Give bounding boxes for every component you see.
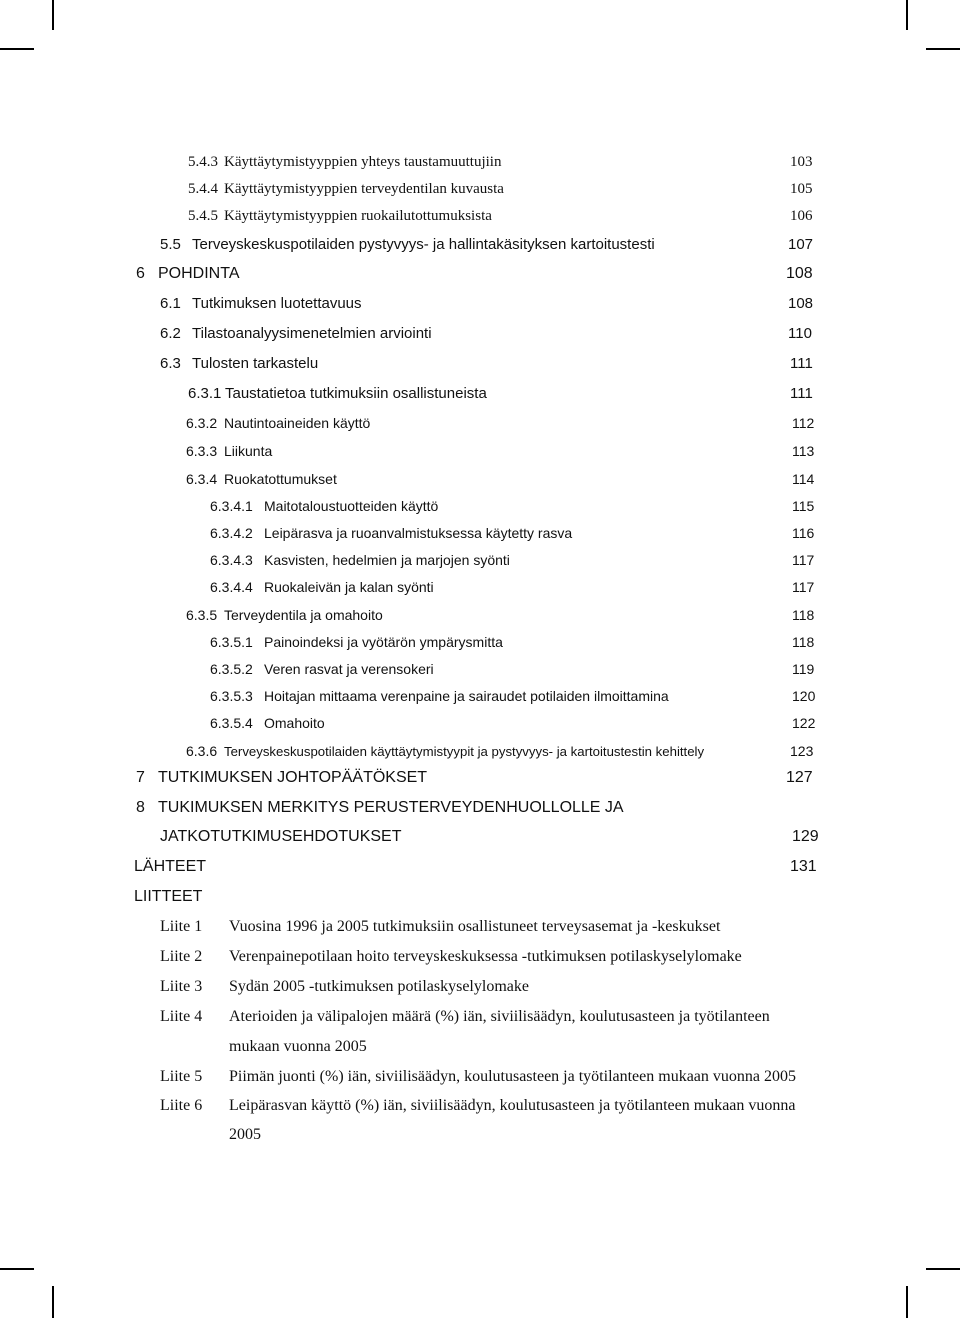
toc-entry-title: LIITTEET bbox=[134, 888, 203, 905]
toc-entry-number: 6.3.5.3 bbox=[210, 688, 253, 704]
toc-entry-page: 108 bbox=[788, 295, 814, 312]
toc-entry-page: 112 bbox=[792, 415, 815, 431]
toc-entry-title: Käyttäytymistyyppien yhteys taustamuuttujiin bbox=[224, 154, 502, 170]
toc-entry-title: Tutkimuksen luotettavuus bbox=[192, 295, 362, 312]
appendix-title: Piimän juonti (%) iän, siviilisäädyn, koulutusasteen ja työtilanteen mukaan vuonna 2005 bbox=[229, 1068, 797, 1085]
toc-entry-page: 122 bbox=[792, 715, 816, 731]
appendix-title: Leipärasvan käyttö (%) iän, siviilisäädyn, koulutusasteen ja työtilanteen mukaan vuonna bbox=[229, 1097, 796, 1114]
appendix-title-continuation: mukaan vuonna 2005 bbox=[229, 1038, 367, 1055]
toc-entry-title: JATKOTUTKIMUSEHDOTUKSET bbox=[160, 828, 402, 845]
toc-entry-title: Nautintoaineiden käyttö bbox=[224, 415, 371, 431]
toc-entry-page: 107 bbox=[788, 236, 814, 253]
toc-entry-title: Terveyskeskuspotilaiden pystyvyys- ja hallintakäsityksen kartoitustesti bbox=[192, 236, 655, 253]
toc-entry-page: 120 bbox=[792, 688, 816, 704]
toc-entry-title: Terveydentila ja omahoito bbox=[224, 607, 383, 623]
toc-entry-number: 6.3.4 bbox=[186, 471, 218, 487]
toc-entry-title: Omahoito bbox=[264, 715, 325, 731]
toc-entry-title: Tulosten tarkastelu bbox=[192, 355, 319, 372]
toc-entry-title: Veren rasvat ja verensokeri bbox=[264, 661, 434, 677]
toc-entry-title: Maitotaloustuotteiden käyttö bbox=[264, 498, 439, 514]
toc-entry-title: Terveyskeskuspotilaiden käyttäytymistyypit ja pystyvyys- ja kartoitustestin kehittely bbox=[224, 744, 705, 759]
appendix-label: Liite 2 bbox=[160, 948, 203, 965]
toc-entry-page: 106 bbox=[790, 208, 813, 224]
toc-entry-page: 117 bbox=[792, 579, 815, 595]
appendix-label: Liite 1 bbox=[160, 918, 203, 935]
toc-entry-title: Ruokaleivän ja kalan syönti bbox=[264, 579, 434, 595]
toc-entry-page: 115 bbox=[792, 498, 815, 514]
toc-entry-number: 6.3.4.2 bbox=[210, 525, 253, 541]
toc-entry-title: Kasvisten, hedelmien ja marjojen syönti bbox=[264, 552, 510, 568]
toc-entry-number: 6.3.2 bbox=[186, 415, 218, 431]
appendix-title: Verenpainepotilaan hoito terveyskeskuksessa -tutkimuksen potilaskyselylomake bbox=[229, 948, 742, 965]
toc-entry-page: 129 bbox=[792, 828, 819, 845]
toc-entry-number: 5.4.3 bbox=[188, 154, 218, 170]
toc-entry-page: 123 bbox=[790, 743, 814, 759]
toc-entry-number: 6.3.4.1 bbox=[210, 498, 253, 514]
toc-entry-page: 117 bbox=[792, 552, 815, 568]
toc-entry-number: 5.4.4 bbox=[188, 181, 218, 197]
toc-entry-number: 5.5 bbox=[160, 236, 181, 253]
toc-entry-number: 6.3.1 bbox=[188, 385, 222, 402]
toc-entry-number: 6.3 bbox=[160, 355, 181, 372]
toc-entry-title: Taustatietoa tutkimuksiin osallistuneista bbox=[225, 385, 487, 402]
toc-entry-title: Ruokatottumukset bbox=[224, 471, 337, 487]
toc-entry-number: 5.4.5 bbox=[188, 208, 218, 224]
toc-entry-number: 6.3.5.1 bbox=[210, 634, 253, 650]
toc-entry-number: 6.1 bbox=[160, 295, 181, 312]
toc-entry-page: 103 bbox=[790, 154, 813, 170]
toc-entry-page: 118 bbox=[792, 607, 815, 623]
toc-entry-page: 119 bbox=[792, 661, 815, 677]
toc-entry-title: Liikunta bbox=[224, 443, 273, 459]
toc-entry-title: Leipärasva ja ruoanvalmistuksessa käytetty rasva bbox=[264, 525, 573, 541]
toc-entry-page: 113 bbox=[792, 443, 815, 459]
toc-entry-number: 6.3.4.3 bbox=[210, 552, 253, 568]
toc-entry-page: 131 bbox=[790, 858, 817, 875]
toc-entry-page: 110 bbox=[788, 325, 812, 342]
toc-entry-page: 114 bbox=[792, 471, 815, 487]
appendix-title: Aterioiden ja välipalojen määrä (%) iän, siviilisäädyn, koulutusasteen ja työtilanteen bbox=[229, 1008, 770, 1025]
appendix-label: Liite 4 bbox=[160, 1008, 203, 1025]
toc-entry-title: TUTKIMUKSEN JOHTOPÄÄTÖKSET bbox=[158, 769, 428, 786]
appendix-label: Liite 3 bbox=[160, 978, 203, 995]
toc-entry-page: 127 bbox=[786, 769, 813, 786]
toc-entry-title: POHDINTA bbox=[158, 265, 240, 282]
toc-entry-number: 6.2 bbox=[160, 325, 181, 342]
toc-entry-title: Käyttäytymistyyppien terveydentilan kuvausta bbox=[224, 181, 504, 197]
appendix-label: Liite 5 bbox=[160, 1068, 203, 1085]
toc-entry-number: 6.3.6 bbox=[186, 743, 218, 759]
toc-entry-number: 6 bbox=[136, 265, 145, 282]
toc-entry-title: Tilastoanalyysimenetelmien arviointi bbox=[192, 325, 432, 342]
toc-entry-page: 105 bbox=[790, 181, 813, 197]
appendix-title: Vuosina 1996 ja 2005 tutkimuksiin osallistuneet terveysasemat ja -keskukset bbox=[229, 918, 721, 935]
toc-entry-number: 8 bbox=[136, 799, 145, 816]
appendix-title: Sydän 2005 -tutkimuksen potilaskyselylomake bbox=[229, 978, 529, 995]
toc-entry-number: 6.3.5 bbox=[186, 607, 218, 623]
toc-entry-page: 111 bbox=[790, 355, 813, 372]
toc-entry-title: TUKIMUKSEN MERKITYS PERUSTERVEYDENHUOLLOLLE JA bbox=[158, 799, 624, 816]
toc-entry-number: 6.3.4.4 bbox=[210, 579, 253, 595]
toc-entry-number: 6.3.3 bbox=[186, 443, 218, 459]
toc-entry-page: 111 bbox=[790, 385, 813, 402]
appendix-label: Liite 6 bbox=[160, 1097, 203, 1114]
toc-entry-title: Painoindeksi ja vyötärön ympärysmitta bbox=[264, 634, 503, 650]
toc-entry-page: 118 bbox=[792, 634, 815, 650]
toc-entry-page: 108 bbox=[786, 265, 813, 282]
toc-entry-number: 6.3.5.2 bbox=[210, 661, 253, 677]
toc-entry-title: Hoitajan mittaama verenpaine ja sairaudet potilaiden ilmoittamina bbox=[264, 688, 669, 704]
toc-entry-title: LÄHTEET bbox=[134, 858, 207, 875]
toc-entry-title: Käyttäytymistyyppien ruokailutottumuksista bbox=[224, 208, 492, 224]
toc-entry-page: 116 bbox=[792, 525, 815, 541]
toc-entry-number: 7 bbox=[136, 769, 145, 786]
toc-entry-number: 6.3.5.4 bbox=[210, 715, 253, 731]
appendix-title-continuation: 2005 bbox=[229, 1126, 261, 1143]
